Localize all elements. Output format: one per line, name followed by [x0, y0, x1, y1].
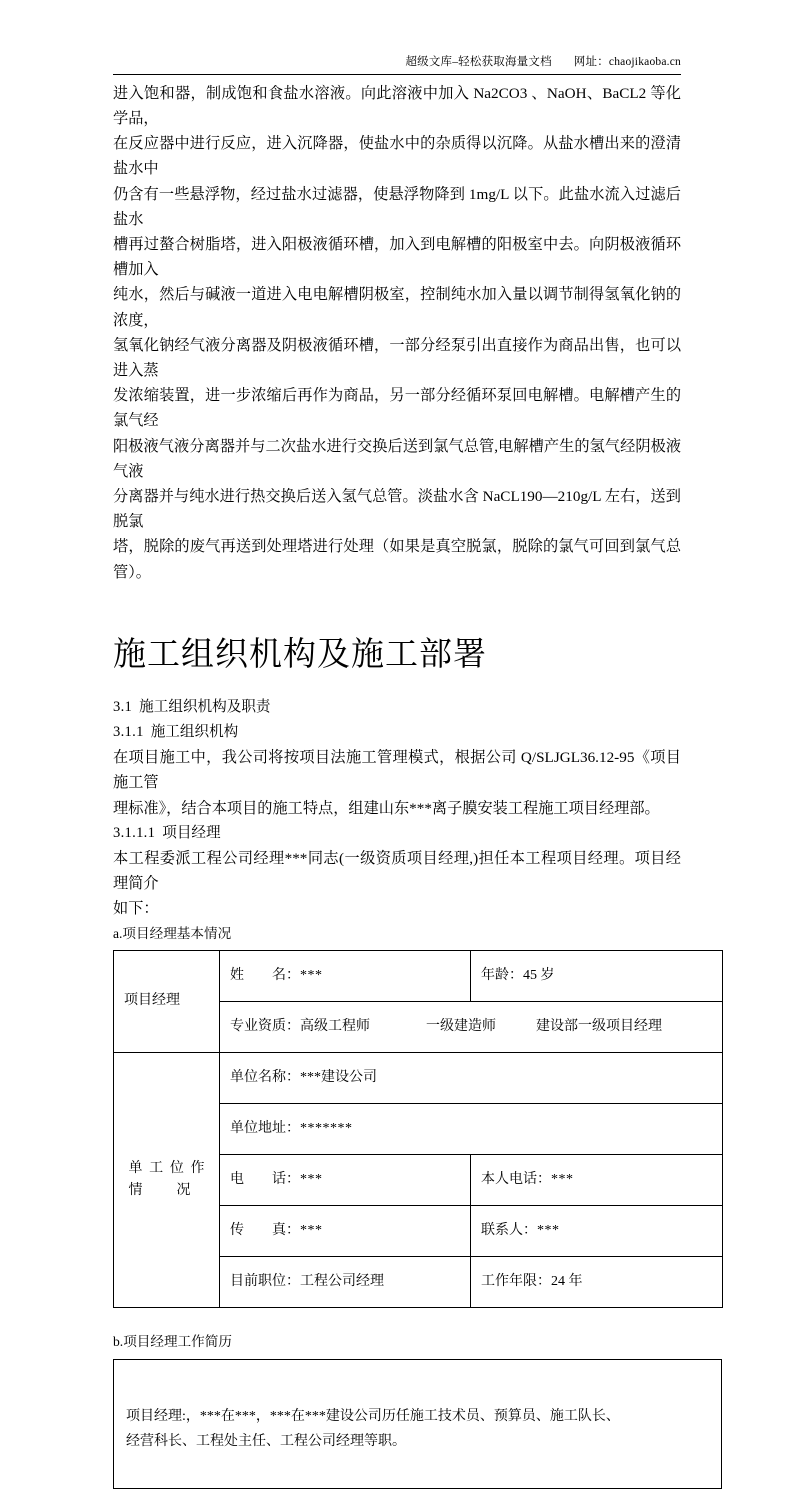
cell-phone: [220, 1154, 471, 1205]
table-row: [114, 1052, 723, 1103]
section-3-1-1-number: 3.1.1: [113, 724, 144, 741]
table-row: [114, 950, 723, 1001]
cell-work-years-key: 工作年限：: [481, 1273, 551, 1289]
cell-fax-key: 传 真：: [230, 1222, 300, 1238]
stacked-label-spacer: [197, 1180, 205, 1202]
stacked-label: [124, 1158, 209, 1202]
section-3-1-title: 施工组织机构及职责: [139, 698, 271, 715]
cell-company-name-value: ***建设公司: [300, 1069, 377, 1085]
paragraph-line: 纯水，然后与碱液一道进入电电解槽阴极室，控制纯水加入量以调节制得氢氧化钠的浓度，: [113, 286, 681, 329]
cell-company-address-key: 单位地址：: [230, 1120, 300, 1136]
manager-info-table: [113, 950, 723, 1308]
page-content-column: [113, 0, 681, 1489]
cell-position: [220, 1256, 471, 1307]
chapter-heading: 施工组织机构及施工部署: [113, 636, 487, 673]
cell-company-address: [220, 1103, 723, 1154]
cell-qualification-key: 专业资质：: [230, 1018, 300, 1034]
cell-qualification-v1: 高级工程师: [300, 1018, 370, 1034]
stacked-label-line: [129, 1158, 205, 1180]
section-3-1-1-1-number: 3.1.1.1: [113, 824, 156, 841]
cell-personal-phone-value: ***: [551, 1171, 574, 1187]
header-divider: [113, 74, 681, 75]
caption-basic-info: a.项目经理基本情况: [113, 925, 232, 941]
running-header: [113, 0, 681, 70]
paragraph-line: 塔，脱除的废气再送到处理塔进行处理（如果是真空脱氯，脱除的氯气可回到氯气总管）。: [113, 538, 681, 581]
work-resume-box: [113, 1359, 722, 1489]
section-3-1-1-body-line: 理标准》，结合本项目的施工特点，组建山东***离子膜安装工程施工项目经理部。: [113, 799, 660, 817]
section-3-1-1-1-body-line: 本工程委派工程公司经理***同志(一级资质项目经理,)担任本工程项目经理。项目经理简介: [113, 850, 681, 893]
stacked-label-char: 情: [128, 1182, 143, 1198]
cell-phone-value: ***: [300, 1171, 323, 1187]
stacked-label-char: 工: [149, 1160, 164, 1176]
cell-name-value: ***: [300, 967, 323, 983]
cell-age-value: 45 岁: [523, 967, 555, 983]
section-3-1-1-title: 施工组织机构: [150, 724, 239, 741]
stacked-label-spacer: [149, 1180, 171, 1202]
section-3-1-1-body-line: 在项目施工中，我公司将按项目法施工管理模式，根据公司 Q/SLJGL36.12-95《项目施工管: [113, 749, 681, 792]
intro-paragraph: [113, 81, 681, 585]
cell-age-key: 年龄：: [481, 967, 523, 983]
paragraph-line: 进入饱和器，制成饱和食盐水溶液。向此溶液中加入 Na2CO3 、NaOH、BaCL2 等化学品，: [113, 84, 681, 127]
section-3-1-number: 3.1: [113, 698, 133, 715]
stacked-label-char: 单: [128, 1160, 143, 1176]
header-site-name: 超级文库–轻松获取海量文档: [405, 56, 552, 68]
cell-qualification-v2: 一级建造师: [426, 1018, 496, 1034]
manager-info-table-wrapper: [113, 950, 681, 1308]
section-3-1-1-1-body-line: 如下：: [113, 900, 159, 918]
cell-fax-value: ***: [300, 1222, 323, 1238]
cell-work-years: [471, 1256, 723, 1307]
cell-contact: [471, 1205, 723, 1256]
header-url-label: 网址：: [573, 56, 609, 68]
section-3-1-1-1: [113, 821, 681, 846]
cell-contact-key: 联系人：: [481, 1222, 537, 1238]
paragraph-line: 氢氧化钠经气液分离器及阴极液循环槽，一部分经泵引出直接作为商品出售，也可以进入蒸: [113, 336, 681, 380]
cell-contact-value: ***: [537, 1222, 560, 1238]
paragraph-line: 发浓缩装置，进一步浓缩后再作为商品，另一部分经循环泵回电解槽。电解槽产生的氯气经: [113, 387, 681, 430]
header-url: chaojikaoba.cn: [608, 56, 681, 68]
stacked-label-char: 作: [190, 1160, 205, 1176]
paragraph-line: 分离器并与纯水进行热交换后送入氢气总管。淡盐水含 NaCL190—210g/L 左右，送到脱氯: [113, 488, 681, 531]
cell-position-value: 工程公司经理: [300, 1273, 384, 1289]
row-label-company-info: [114, 1052, 220, 1307]
paragraph-line: 阳极液气液分离器并与二次盐水进行交换后送到氯气总管,电解槽产生的氢气经阴极液气液: [113, 437, 681, 480]
cell-company-name: [220, 1052, 723, 1103]
section-3-1-1: [113, 720, 681, 745]
paragraph-line: 仍含有一些悬浮物，经过盐水过滤器，使悬浮物降到 1mg/L 以下。此盐水流入过滤后盐水: [113, 185, 681, 228]
cell-name: [220, 950, 471, 1001]
layout-spacer: [113, 1308, 681, 1330]
resume-line: 项目经理:，***在***，***在***建设公司历任施工技术员、预算员、施工队长、: [126, 1408, 620, 1424]
section-3-1-1-1-title: 项目经理: [162, 824, 221, 841]
section-block: [113, 695, 681, 945]
caption-work-resume: b.项目经理工作简历: [113, 1333, 232, 1349]
paragraph-line: 在反应器中进行反应，进入沉降器，使盐水中的杂质得以沉降。从盐水槽出来的澄清盐水中: [113, 135, 681, 178]
stacked-label-line: [129, 1180, 205, 1202]
row-label-project-manager: 项目经理: [114, 950, 220, 1052]
stacked-label-char: 况: [176, 1182, 191, 1198]
resume-line: 经营科长、工程处主任、工程公司经理等职。: [126, 1433, 406, 1449]
cell-qualification: [220, 1001, 723, 1052]
cell-personal-phone: [471, 1154, 723, 1205]
cell-position-key: 目前职位：: [230, 1273, 300, 1289]
cell-age: [471, 950, 723, 1001]
cell-work-years-value: 24 年: [551, 1273, 583, 1289]
cell-qualification-v3: 建设部一级项目经理: [536, 1018, 662, 1034]
cell-phone-key: 电 话：: [230, 1171, 300, 1187]
cell-personal-phone-key: 本人电话：: [481, 1171, 551, 1187]
cell-company-address-value: *******: [300, 1120, 353, 1136]
stacked-label-char: 位: [169, 1160, 184, 1176]
section-3-1: [113, 695, 681, 720]
cell-name-key: 姓 名：: [230, 967, 300, 983]
paragraph-line: 槽再过螯合树脂塔，进入阳极液循环槽，加入到电解槽的阳极室中去。向阴极液循环槽加入: [113, 236, 681, 279]
cell-company-name-key: 单位名称：: [230, 1069, 300, 1085]
cell-fax: [220, 1205, 471, 1256]
